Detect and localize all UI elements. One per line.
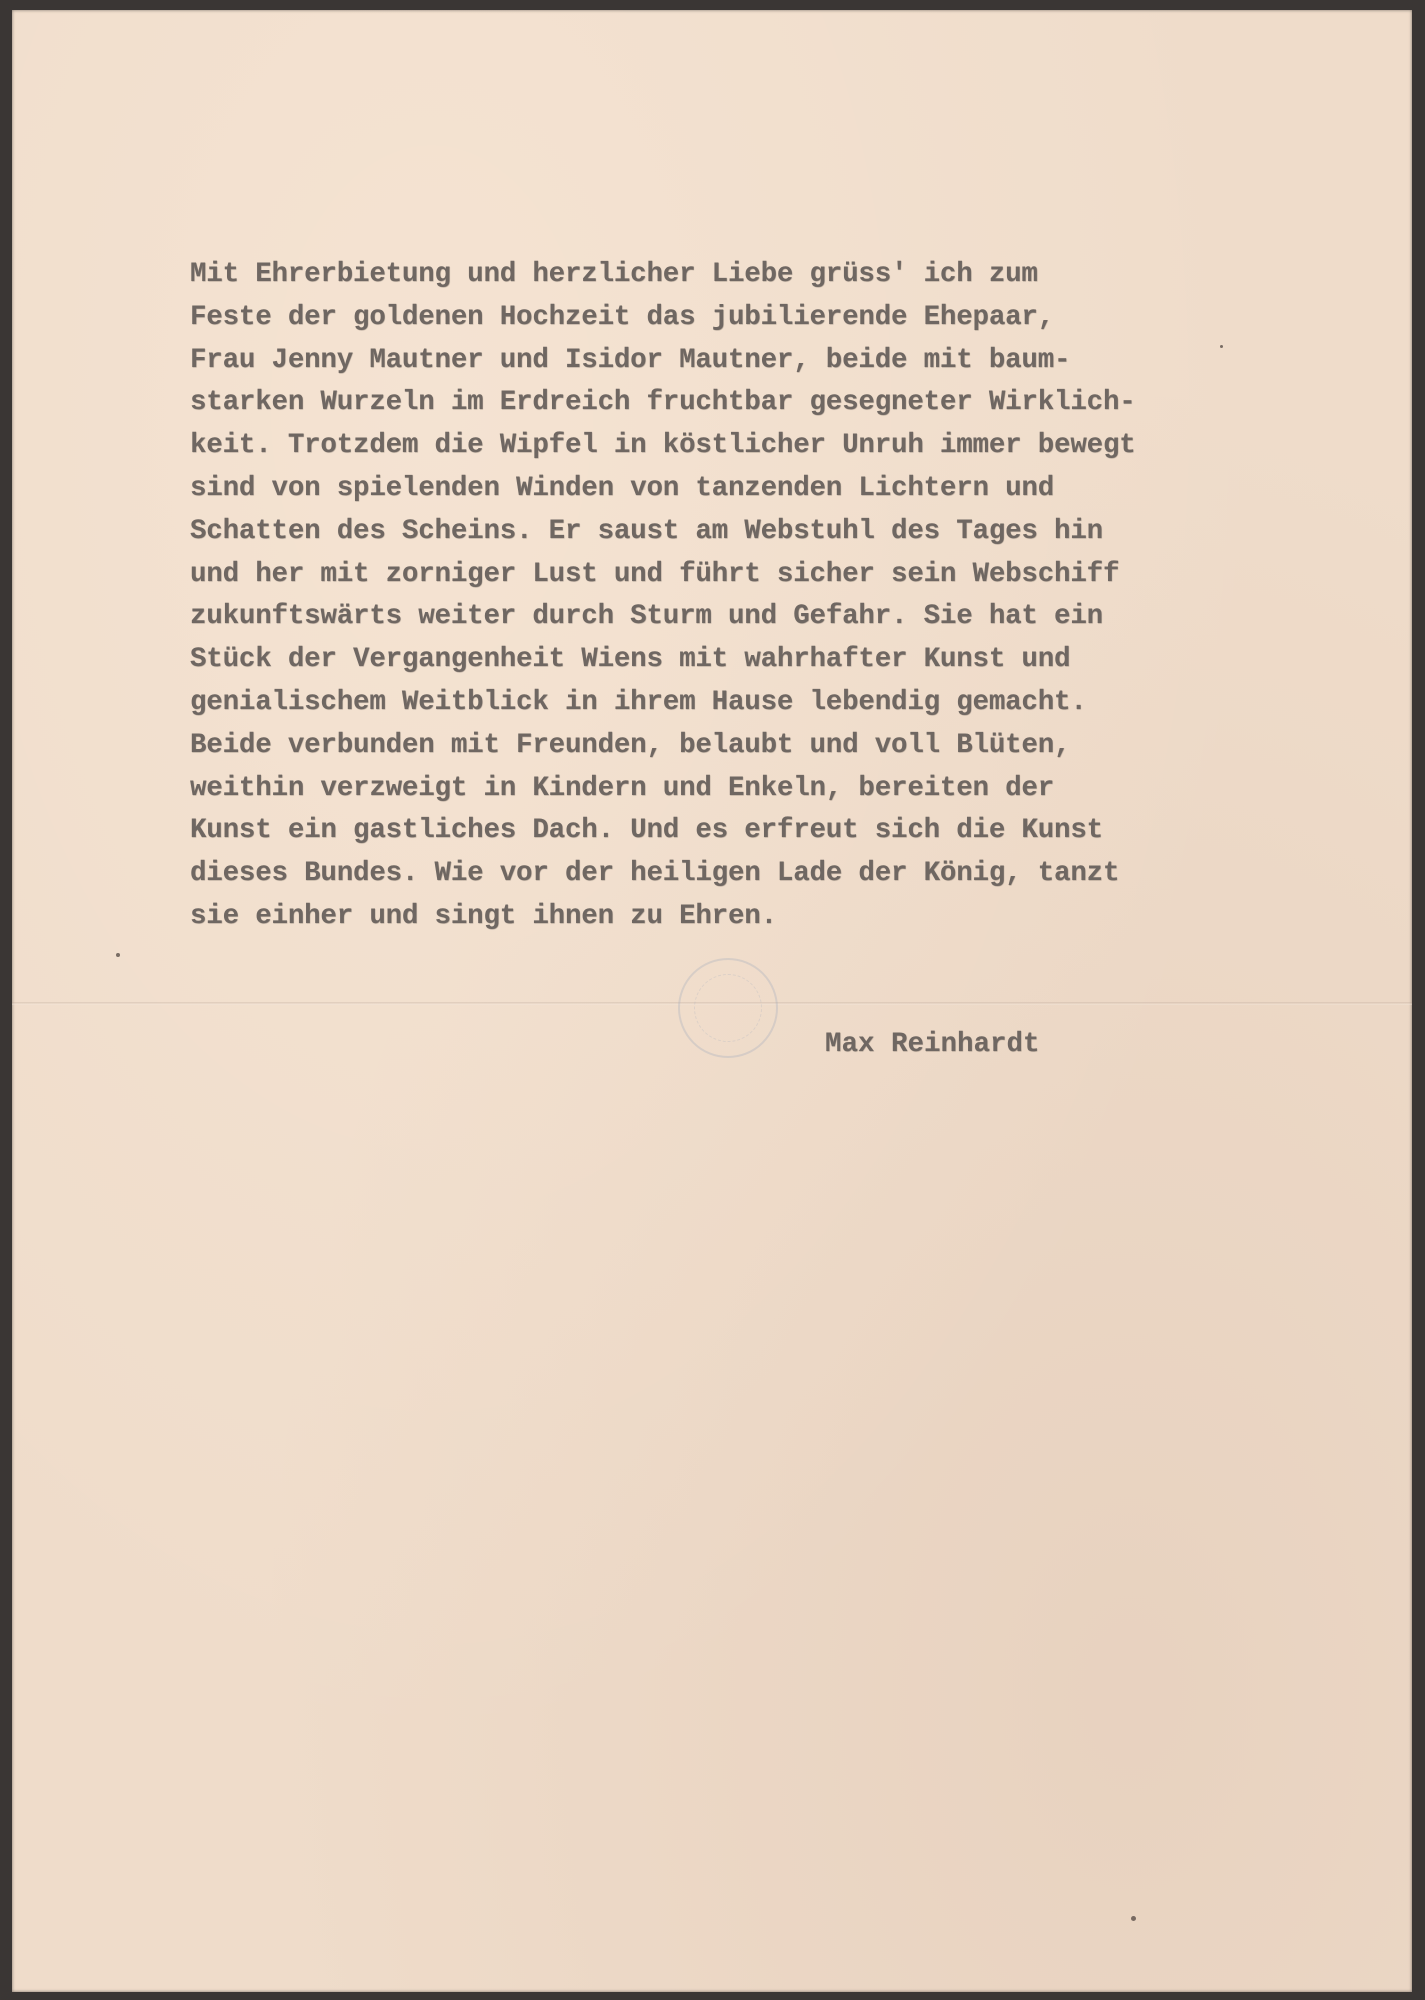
letter-line: Stück der Vergangenheit Wiens mit wahrhafter Kunst und [190, 644, 1071, 676]
paper-speck [116, 953, 120, 957]
letter-line: Feste der goldenen Hochzeit das jubilierende Ehepaar, [190, 301, 1055, 333]
letter-line: dieses Bundes. Wie vor der heiligen Lade der König, tanzt [190, 858, 1120, 890]
letter-line: Frau Jenny Mautner und Isidor Mautner, beide mit baum- [190, 344, 1071, 376]
faded-stamp [678, 958, 778, 1058]
letter-line: Kunst ein gastliches Dach. Und es erfreut sich die Kunst [190, 815, 1103, 847]
letter-line: Schatten des Scheins. Er saust am Webstuhl des Tages hin [190, 515, 1103, 547]
letter-sheet [12, 10, 1412, 1992]
letter-line: starken Wurzeln im Erdreich fruchtbar gesegneter Wirklich- [190, 387, 1136, 419]
signature: Max Reinhardt [825, 1029, 1040, 1060]
paper-speck [1131, 1916, 1136, 1921]
letter-line: Beide verbunden mit Freunden, belaubt und voll Blüten, [190, 729, 1071, 761]
letter-line: genialischem Weitblick in ihrem Hause lebendig gemacht. [190, 686, 1087, 718]
letter-line: und her mit zorniger Lust und führt sicher sein Webschiff [190, 558, 1120, 590]
letter-line: sind von spielenden Winden von tanzenden Lichtern und [190, 472, 1055, 504]
paper-speck [1220, 345, 1223, 348]
letter-body [190, 254, 1250, 939]
faded-stamp-inner-ring [694, 974, 762, 1042]
letter-line: Mit Ehrerbietung und herzlicher Liebe grüss' ich zum [190, 259, 1038, 290]
letter-line: sie einher und singt ihnen zu Ehren. [190, 900, 777, 932]
letter-line: keit. Trotzdem die Wipfel in köstlicher Unruh immer bewegt [190, 430, 1136, 462]
letter-line: zukunftswärts weiter durch Sturm und Gefahr. Sie hat ein [190, 601, 1103, 633]
letter-line: weithin verzweigt in Kindern und Enkeln, bereiten der [190, 772, 1055, 804]
